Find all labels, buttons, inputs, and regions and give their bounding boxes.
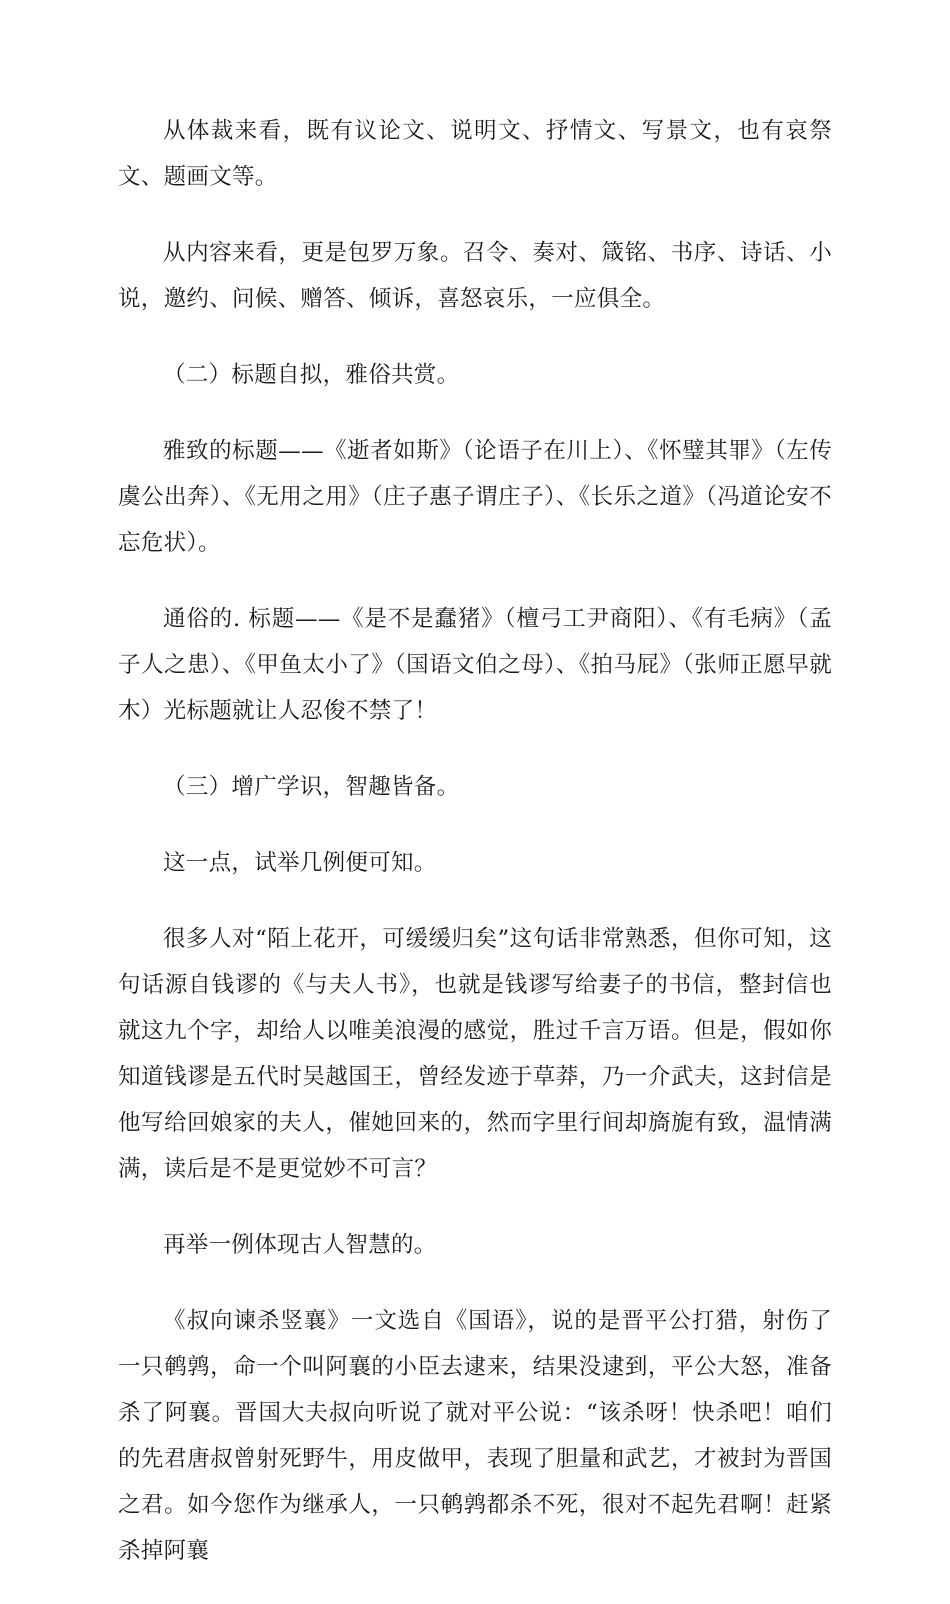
paragraph-content: 从内容来看，更是包罗万象。召令、奏对、箴铭、书序、诗话、小说，邀约、问候、赠答、倾诉，喜怒哀乐，一应俱全。 bbox=[118, 240, 832, 312]
paragraph-qianliu-letter: 很多人对“陌上花开，可缓缓归矣”这句话非常熟悉，但你可知，这句话源自钱谬的《与夫人书》，也就是钱谬写给妻子的书信，整封信也就这九个字，却给人以唯美浪漫的感觉，胜过千言万语。但是，假如你知道钱谬是五代时吴越国王，曾经发迹于草莽，乃一介武夫，这封信是他写给回娘家的夫人，催她回来的，然而字里行间却旖旎有致，温情满满，读后是不是更觉妙不可言？ bbox=[118, 926, 832, 1182]
paragraph-examples-intro: 这一点，试举几例便可知。 bbox=[163, 850, 437, 876]
paragraph-genre: 从体裁来看，既有议论文、说明文、抒情文、写景文，也有哀祭文、题画文等。 bbox=[118, 118, 832, 190]
paragraph-elegant-titles: 雅致的标题——《逝者如斯》（论语子在川上）、《怀璧其罪》（左传虞公出奔）、《无用之用》（庄子惠子谓庄子）、《长乐之道》（冯道论安不忘危状）。 bbox=[118, 438, 832, 556]
document-page bbox=[118, 108, 832, 1604]
section-heading-3: （三）增广学识，智趣皆备。 bbox=[163, 774, 460, 800]
section-heading-2: （二）标题自拟，雅俗共赏。 bbox=[163, 362, 460, 388]
paragraph-another-example: 再举一例体现古人智慧的。 bbox=[163, 1232, 437, 1258]
paragraph-popular-titles: 通俗的. 标题——《是不是蠢猪》（檀弓工尹商阳）、《有毛病》（孟子人之患）、《甲鱼太小了》（国语文伯之母）、《拍马屁》（张师正愿早就木）光标题就让人忍俊不禁了！ bbox=[118, 606, 832, 724]
paragraph-shuxiang-story: 《叔向谏杀竖襄》一文选自《国语》，说的是晋平公打猎，射伤了一只鹌鹑，命一个叫阿襄的小臣去逮来，结果没逮到，平公大怒，准备杀了阿襄。晋国大夫叔向听说了就对平公说：“该杀呀！快杀吧！咱们的先君唐叔曾射死野牛，用皮做甲，表现了胆量和武艺，才被封为晋国之君。如今您作为继承人，一只鹌鹑都杀不死，很对不起先君啊！赶紧杀掉阿襄 bbox=[118, 1308, 832, 1564]
